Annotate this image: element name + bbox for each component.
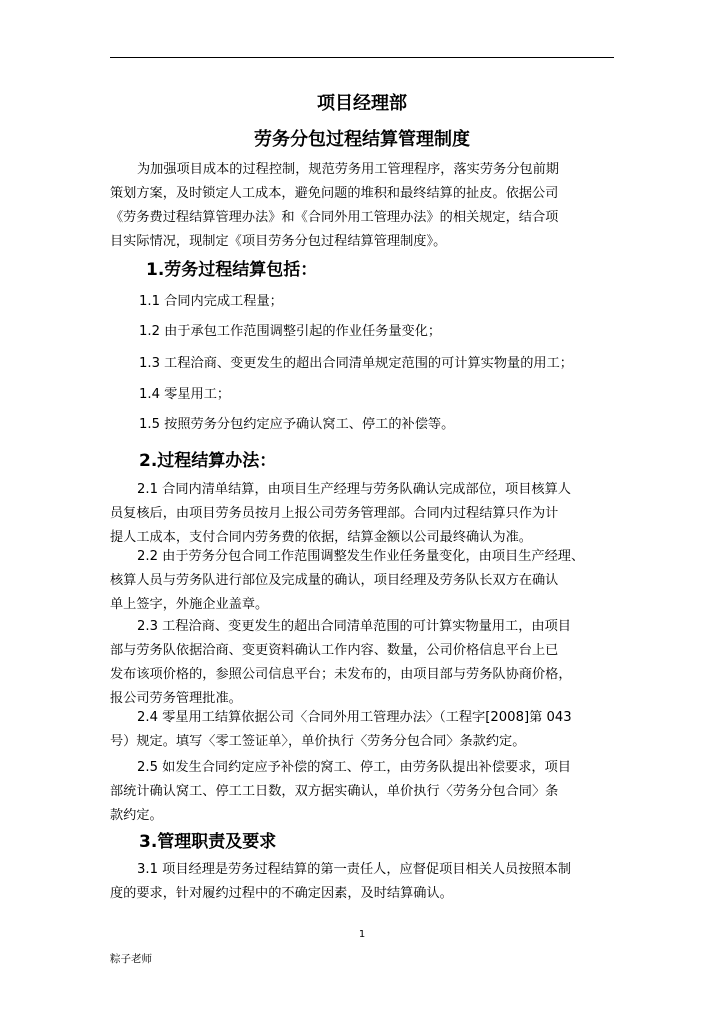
- paragraph-line: 2.3 工程洽商、变更发生的超出合同清单范围的可计算实物量用工，由项目: [137, 619, 571, 634]
- section2-paragraph-5: [110, 756, 620, 828]
- section1-item: 1.1 合同内完成工程量；: [139, 294, 283, 309]
- paragraph-line: 2.1 合同内清单结算，由项目生产经理与劳务队确认完成部位，项目核算人: [137, 482, 571, 497]
- section1-heading: 1.劳务过程结算包括：: [146, 260, 318, 280]
- paragraph-line: 发布该项价格的，参照公司信息平台；未发布的，由项目部与劳务队协商价格，: [110, 667, 572, 682]
- intro-line: 为加强项目成本的过程控制，规范劳务用工管理程序，落实劳务分包前期: [137, 162, 559, 177]
- paragraph-line: 员复核后，由项目劳务员按月上报公司劳务管理部。合同内过程结算只作为计: [110, 506, 559, 521]
- paragraph-line: 核算人员与劳务队进行部位及完成量的确认，项目经理及劳务队长双方在确认: [110, 573, 559, 588]
- header-rule: [110, 57, 614, 58]
- intro-line: 目实际情况，现制定《项目劳务分包过程结算管理制度》。: [110, 234, 447, 249]
- paragraph-line: 2.5 如发生合同约定应予补偿的窝工、停工，由劳务队提出补偿要求，项目: [137, 760, 571, 775]
- document-title: 项目经理部: [317, 93, 407, 114]
- paragraph-line: 报公司劳务管理批准。: [110, 691, 242, 706]
- paragraph-line: 号）规定。填写〈零工签证单〉，单价执行〈劳务分包合同〉条款约定。: [110, 734, 526, 749]
- footer-author: 粽子老师: [110, 953, 152, 965]
- document-subtitle: 劳务分包过程结算管理制度: [254, 129, 470, 150]
- section1-item: 1.2 由于承包工作范围调整引起的作业任务量变化；: [139, 324, 442, 339]
- intro-line: 策划方案，及时锁定人工成本，避免问题的堆积和最终结算的扯皮。依据公司: [110, 186, 559, 201]
- section2-paragraph-3: [110, 615, 620, 711]
- paragraph-line: 单上签字，外施企业盖章。: [110, 597, 269, 612]
- section1-item: 1.4 零星用工；: [139, 387, 231, 402]
- section1-item: 1.3 工程洽商、变更发生的超出合同清单规定范围的可计算实物量的用工；: [139, 356, 573, 371]
- paragraph-line: 2.4 零星用工结算依据公司〈合同外用工管理办法〉（工程字[2008]第 043: [137, 710, 572, 725]
- section2-paragraph-1: [110, 478, 620, 550]
- intro-paragraph: [110, 158, 620, 254]
- paragraph-line: 款约定。: [110, 808, 163, 823]
- paragraph-line: 提人工成本，支付合同内劳务费的依据，结算金额以公司最终确认为准。: [110, 530, 532, 545]
- paragraph-line: 2.2 由于劳务分包合同工作范围调整发生作业任务量变化，由项目生产经理、: [137, 549, 585, 564]
- paragraph-line: 部统计确认窝工、停工工日数，双方据实确认，单价执行〈劳务分包合同〉条: [110, 784, 559, 799]
- section3-paragraph-1: [110, 858, 620, 906]
- section2-paragraph-2: [110, 545, 620, 617]
- paragraph-line: 部与劳务队依据洽商、变更资料确认工作内容、数量，公司价格信息平台上已: [110, 643, 559, 658]
- section3-heading: 3.管理职责及要求: [139, 832, 277, 852]
- section2-heading: 2.过程结算办法：: [139, 451, 277, 471]
- paragraph-line: 度的要求，针对履约过程中的不确定因素，及时结算确认。: [110, 886, 453, 901]
- paragraph-line: 3.1 项目经理是劳务过程结算的第一责任人，应督促项目相关人员按照本制: [137, 862, 571, 877]
- section1-item: 1.5 按照劳务分包约定应予确认窝工、停工的补偿等。: [139, 417, 455, 432]
- page-number: 1: [358, 929, 366, 940]
- section2-paragraph-4: [110, 706, 620, 754]
- intro-line: 《劳务费过程结算管理办法》和《合同外用工管理办法》的相关规定，结合项: [110, 210, 559, 225]
